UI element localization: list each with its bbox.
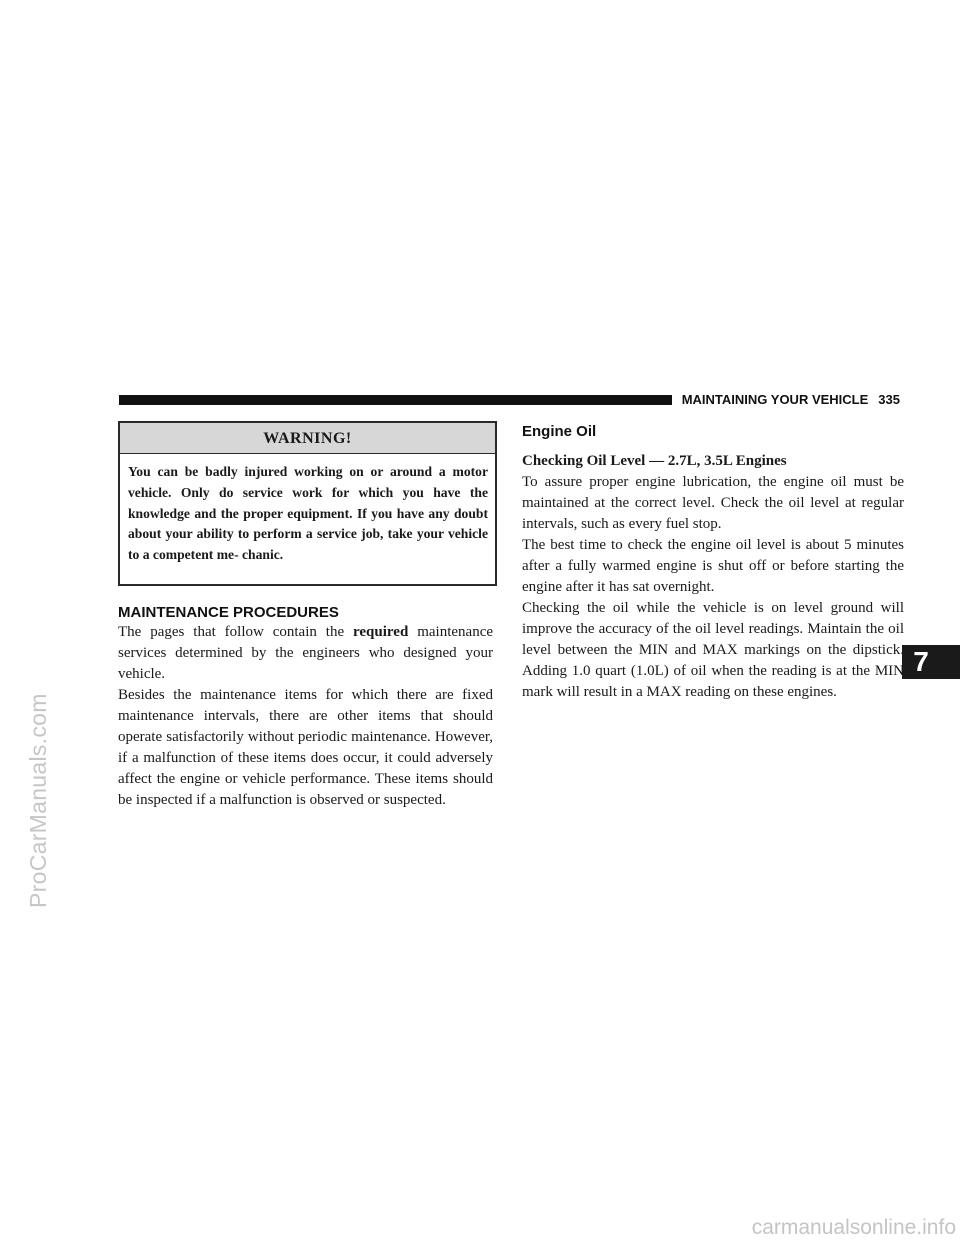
p1-text-start: The pages that follow contain the <box>118 624 354 640</box>
running-header <box>680 390 900 410</box>
header-rule <box>119 395 672 405</box>
maintenance-paragraph-2: Besides the maintenance items for which there are fixed maintenance intervals, there are other items that should operate satisfactorily without periodic maintenance. However, if a malfunction of these items does occur, it could adversely affect the engine or vehicle performance. These items should be inspected if a malfunction is observed or suspected. <box>118 687 493 808</box>
engine-oil-paragraph-3: Checking the oil while the vehicle is on level ground will improve the accuracy of the oil level readings. Maintain the oil level between the MIN and MAX markings on the dipstick. Adding 1.0 quart (1.0L) of oil when the reading is at the MIN mark will result in a MAX reading on these engines. <box>522 600 904 700</box>
section-title: MAINTAINING YOUR VEHICLE <box>681 392 869 407</box>
maintenance-heading: MAINTENANCE PROCEDURES <box>118 604 339 621</box>
oil-level-subheading: Checking Oil Level — 2.7L, 3.5L Engines <box>522 453 787 469</box>
required-emphasis: required <box>353 624 409 640</box>
warning-title: WARNING! <box>120 423 495 454</box>
warning-box <box>118 421 497 586</box>
side-watermark: ProCarManuals.com <box>25 693 51 908</box>
page-number: 335 <box>878 392 900 407</box>
engine-oil-paragraph-2: The best time to check the engine oil level is about 5 minutes after a fully warmed engine is shut off or before starting the engine after it has sat overnight. <box>522 537 904 595</box>
maintenance-paragraph-1 <box>118 622 493 685</box>
bottom-watermark: carmanualsonline.info <box>751 1216 956 1239</box>
engine-oil-paragraph-1: To assure proper engine lubrication, the engine oil must be maintained at the correct level. Check the oil level at regular intervals, such as every fuel stop. <box>522 474 904 532</box>
engine-oil-heading: Engine Oil <box>522 423 597 440</box>
p1-text-end: maintenance services determined by the engineers who designed your vehicle. <box>118 624 494 682</box>
chapter-tab <box>902 645 960 679</box>
maintenance-section <box>118 604 493 811</box>
engine-oil-section <box>522 423 904 703</box>
chapter-number: 7 <box>913 646 929 677</box>
warning-text: You can be badly injured working on or around a motor vehicle. Only do service work for which you have the knowledge and the proper equipment. If you have any doubt about your ability to perform a service job, take your vehicle to a competent me- chanic. <box>128 464 488 563</box>
